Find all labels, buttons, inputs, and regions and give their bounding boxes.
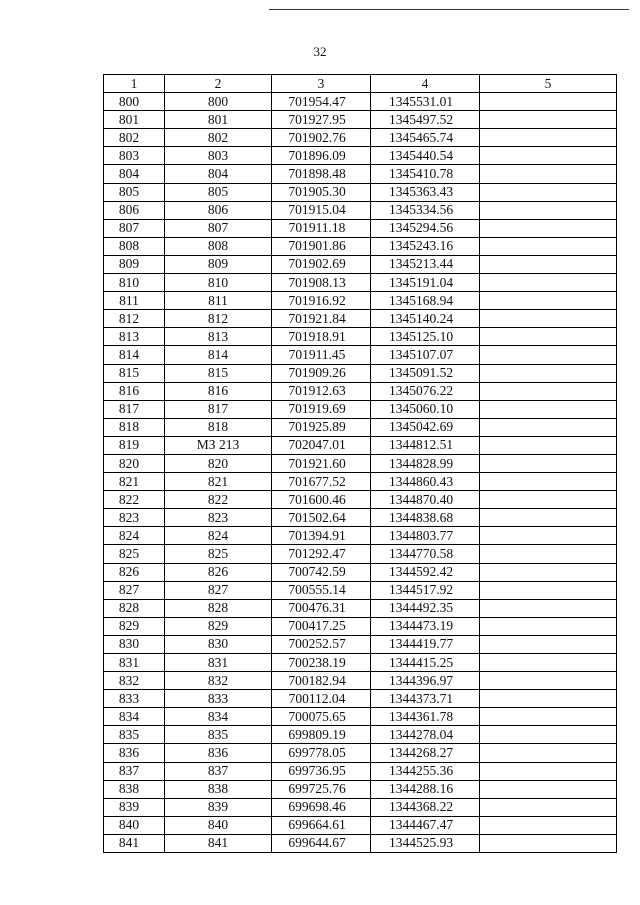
table-cell-col-3: 701902.69 — [272, 255, 371, 273]
table-cell-col-3: 701911.45 — [272, 346, 371, 364]
table-cell-col-1: 814 — [104, 346, 165, 364]
table-cell-col-4: 1345531.01 — [371, 93, 480, 111]
table-cell-col-5 — [480, 581, 617, 599]
table-cell-col-3: 701918.91 — [272, 328, 371, 346]
table-cell-col-1: 833 — [104, 690, 165, 708]
table-row — [104, 834, 617, 852]
table-row — [104, 255, 617, 273]
table-cell-col-5 — [480, 219, 617, 237]
table-cell-col-2: 808 — [165, 237, 272, 255]
table-cell-col-4: 1345042.69 — [371, 418, 480, 436]
table-cell-col-5 — [480, 708, 617, 726]
table-cell-col-2: 802 — [165, 129, 272, 147]
table-cell-col-2: 823 — [165, 509, 272, 527]
table-cell-col-2: 828 — [165, 599, 272, 617]
table-cell-col-3: 701911.18 — [272, 219, 371, 237]
table-cell-col-3: 699809.19 — [272, 726, 371, 744]
table-cell-col-3: 701896.09 — [272, 147, 371, 165]
table-cell-col-5 — [480, 93, 617, 111]
table-cell-col-4: 1345440.54 — [371, 147, 480, 165]
table-row — [104, 292, 617, 310]
table-cell-col-2: 803 — [165, 147, 272, 165]
table-cell-col-5 — [480, 473, 617, 491]
table-cell-col-3: 701925.89 — [272, 418, 371, 436]
table-cell-col-1: 838 — [104, 780, 165, 798]
table-row — [104, 346, 617, 364]
table-cell-col-2: 816 — [165, 382, 272, 400]
table-cell-col-1: 837 — [104, 762, 165, 780]
table-cell-col-3: 699698.46 — [272, 798, 371, 816]
table-row — [104, 129, 617, 147]
table-cell-col-1: 822 — [104, 491, 165, 509]
table-cell-col-2: 820 — [165, 454, 272, 472]
table-cell-col-4: 1345363.43 — [371, 183, 480, 201]
table-cell-col-4: 1345465.74 — [371, 129, 480, 147]
table-cell-col-4: 1345168.94 — [371, 292, 480, 310]
table-cell-col-1: 826 — [104, 563, 165, 581]
table-cell-col-4: 1345107.07 — [371, 346, 480, 364]
table-cell-col-1: 841 — [104, 834, 165, 852]
table-cell-col-5 — [480, 563, 617, 581]
table-row — [104, 491, 617, 509]
table-row — [104, 726, 617, 744]
header-row — [104, 75, 617, 93]
table-row — [104, 599, 617, 617]
table-cell-col-4: 1345334.56 — [371, 201, 480, 219]
table-cell-col-2: 810 — [165, 274, 272, 292]
table-cell-col-3: 700238.19 — [272, 654, 371, 672]
table-row — [104, 183, 617, 201]
table-cell-col-5 — [480, 635, 617, 653]
table-cell-col-1: 817 — [104, 400, 165, 418]
header-col-3: 3 — [272, 75, 371, 93]
table-cell-col-5 — [480, 654, 617, 672]
table-cell-col-1: 803 — [104, 147, 165, 165]
table-cell-col-2: 829 — [165, 617, 272, 635]
table-cell-col-3: 701954.47 — [272, 93, 371, 111]
table-cell-col-1: 816 — [104, 382, 165, 400]
table-cell-col-5 — [480, 274, 617, 292]
table-cell-col-3: 702047.01 — [272, 436, 371, 454]
table-cell-col-2: 813 — [165, 328, 272, 346]
table-cell-col-5 — [480, 509, 617, 527]
table-cell-col-1: 805 — [104, 183, 165, 201]
table-cell-col-4: 1344361.78 — [371, 708, 480, 726]
table-cell-col-5 — [480, 382, 617, 400]
table-cell-col-3: 701908.13 — [272, 274, 371, 292]
table-row — [104, 672, 617, 690]
table-cell-col-1: 800 — [104, 93, 165, 111]
table-cell-col-1: 815 — [104, 364, 165, 382]
table-cell-col-5 — [480, 527, 617, 545]
table-cell-col-5 — [480, 201, 617, 219]
table-cell-col-2: 833 — [165, 690, 272, 708]
table-cell-col-5 — [480, 165, 617, 183]
table-cell-col-2: 814 — [165, 346, 272, 364]
table-cell-col-1: 832 — [104, 672, 165, 690]
table-row — [104, 708, 617, 726]
table-cell-col-4: 1345243.16 — [371, 237, 480, 255]
table-cell-col-4: 1344396.97 — [371, 672, 480, 690]
table-cell-col-1: 835 — [104, 726, 165, 744]
header-col-2: 2 — [165, 75, 272, 93]
table-cell-col-1: 809 — [104, 255, 165, 273]
table-cell-col-5 — [480, 491, 617, 509]
table-row — [104, 780, 617, 798]
table-row — [104, 635, 617, 653]
table-cell-col-2: 806 — [165, 201, 272, 219]
table-cell-col-1: 819 — [104, 436, 165, 454]
table-row — [104, 418, 617, 436]
table-cell-col-4: 1345060.10 — [371, 400, 480, 418]
table-cell-col-2: 824 — [165, 527, 272, 545]
table-cell-col-1: 801 — [104, 111, 165, 129]
table-cell-col-2: 807 — [165, 219, 272, 237]
table-cell-col-4: 1345076.22 — [371, 382, 480, 400]
table-cell-col-1: 813 — [104, 328, 165, 346]
table-row — [104, 509, 617, 527]
table-cell-col-4: 1344288.16 — [371, 780, 480, 798]
table-cell-col-3: 701915.04 — [272, 201, 371, 219]
table-cell-col-1: 808 — [104, 237, 165, 255]
table-row — [104, 690, 617, 708]
table-cell-col-4: 1345091.52 — [371, 364, 480, 382]
table-cell-col-5 — [480, 183, 617, 201]
table-row — [104, 274, 617, 292]
table-cell-col-1: 829 — [104, 617, 165, 635]
table-cell-col-2: 827 — [165, 581, 272, 599]
table-cell-col-2: 821 — [165, 473, 272, 491]
table-row — [104, 654, 617, 672]
table-row — [104, 762, 617, 780]
table-cell-col-2: 834 — [165, 708, 272, 726]
table-cell-col-3: 699664.61 — [272, 816, 371, 834]
header-col-4: 4 — [371, 75, 480, 93]
table-cell-col-2: 831 — [165, 654, 272, 672]
table-cell-col-3: 701394.91 — [272, 527, 371, 545]
table-cell-col-1: 804 — [104, 165, 165, 183]
table-cell-col-4: 1344415.25 — [371, 654, 480, 672]
table-cell-col-4: 1344770.58 — [371, 545, 480, 563]
table-cell-col-2: 835 — [165, 726, 272, 744]
table-row — [104, 328, 617, 346]
table-row — [104, 798, 617, 816]
table-cell-col-4: 1345294.56 — [371, 219, 480, 237]
table-cell-col-2: 838 — [165, 780, 272, 798]
table-cell-col-5 — [480, 255, 617, 273]
table-cell-col-1: 824 — [104, 527, 165, 545]
table-cell-col-4: 1344492.35 — [371, 599, 480, 617]
table-cell-col-4: 1344467.47 — [371, 816, 480, 834]
table-cell-col-5 — [480, 726, 617, 744]
table-cell-col-5 — [480, 129, 617, 147]
table-cell-col-4: 1344828.99 — [371, 454, 480, 472]
table-cell-col-3: 701919.69 — [272, 400, 371, 418]
table-cell-col-5 — [480, 436, 617, 454]
table-cell-col-3: 701902.76 — [272, 129, 371, 147]
table-cell-col-4: 1345410.78 — [371, 165, 480, 183]
table-cell-col-2: 817 — [165, 400, 272, 418]
table-row — [104, 545, 617, 563]
table-cell-col-2: 841 — [165, 834, 272, 852]
table-cell-col-1: 836 — [104, 744, 165, 762]
table-cell-col-4: 1344870.40 — [371, 491, 480, 509]
table-cell-col-3: 699736.95 — [272, 762, 371, 780]
table-row — [104, 473, 617, 491]
table-cell-col-5 — [480, 690, 617, 708]
table-cell-col-2: 805 — [165, 183, 272, 201]
table-cell-col-3: 701898.48 — [272, 165, 371, 183]
header-col-1: 1 — [104, 75, 165, 93]
table-cell-col-2: 800 — [165, 93, 272, 111]
table-cell-col-2: 832 — [165, 672, 272, 690]
table-cell-col-2: 818 — [165, 418, 272, 436]
table-cell-col-3: 701901.86 — [272, 237, 371, 255]
table-cell-col-5 — [480, 617, 617, 635]
table-cell-col-3: 701927.95 — [272, 111, 371, 129]
table-row — [104, 400, 617, 418]
table-cell-col-4: 1345140.24 — [371, 310, 480, 328]
table-cell-col-4: 1344368.22 — [371, 798, 480, 816]
table-row — [104, 436, 617, 454]
table-cell-col-3: 699644.67 — [272, 834, 371, 852]
table-cell-col-2: 815 — [165, 364, 272, 382]
table-cell-col-2: 840 — [165, 816, 272, 834]
table-cell-col-4: 1344517.92 — [371, 581, 480, 599]
table-cell-col-4: 1345125.10 — [371, 328, 480, 346]
table-cell-col-1: 830 — [104, 635, 165, 653]
table-row — [104, 93, 617, 111]
table-cell-col-3: 701916.92 — [272, 292, 371, 310]
table-cell-col-5 — [480, 310, 617, 328]
table-cell-col-2: 837 — [165, 762, 272, 780]
table-cell-col-1: 818 — [104, 418, 165, 436]
table-cell-col-2: 812 — [165, 310, 272, 328]
table-cell-col-2: 836 — [165, 744, 272, 762]
table-cell-col-4: 1344278.04 — [371, 726, 480, 744]
header-col-5: 5 — [480, 75, 617, 93]
table-cell-col-3: 701600.46 — [272, 491, 371, 509]
table-cell-col-5 — [480, 111, 617, 129]
table-row — [104, 581, 617, 599]
table-row — [104, 527, 617, 545]
table-cell-col-1: 806 — [104, 201, 165, 219]
table-header — [104, 75, 617, 93]
table-row — [104, 201, 617, 219]
table-cell-col-3: 701292.47 — [272, 545, 371, 563]
table-cell-col-1: 840 — [104, 816, 165, 834]
table-cell-col-1: 823 — [104, 509, 165, 527]
table-cell-col-1: 834 — [104, 708, 165, 726]
table-cell-col-5 — [480, 418, 617, 436]
table-cell-col-4: 1344419.77 — [371, 635, 480, 653]
table-cell-col-3: 701921.60 — [272, 454, 371, 472]
table-cell-col-2: 825 — [165, 545, 272, 563]
table-cell-col-3: 700252.57 — [272, 635, 371, 653]
table-row — [104, 237, 617, 255]
table-cell-col-1: 839 — [104, 798, 165, 816]
table-cell-col-3: 699725.76 — [272, 780, 371, 798]
table-row — [104, 219, 617, 237]
table-cell-col-5 — [480, 672, 617, 690]
table-cell-col-1: 821 — [104, 473, 165, 491]
table-cell-col-5 — [480, 744, 617, 762]
page-number: 32 — [313, 44, 327, 59]
coordinates-table — [103, 74, 617, 853]
table-body — [104, 93, 617, 853]
header-rule — [269, 9, 629, 10]
table-cell-col-4: 1345213.44 — [371, 255, 480, 273]
table-cell-col-4: 1344838.68 — [371, 509, 480, 527]
table-cell-col-4: 1344525.93 — [371, 834, 480, 852]
table-cell-col-1: 812 — [104, 310, 165, 328]
table-cell-col-4: 1344592.42 — [371, 563, 480, 581]
table-cell-col-4: 1344860.43 — [371, 473, 480, 491]
table-cell-col-2: 809 — [165, 255, 272, 273]
table-cell-col-2: 804 — [165, 165, 272, 183]
table-cell-col-5 — [480, 798, 617, 816]
table-cell-col-3: 700182.94 — [272, 672, 371, 690]
table-cell-col-3: 701921.84 — [272, 310, 371, 328]
table-cell-col-3: 700742.59 — [272, 563, 371, 581]
table-cell-col-2: 822 — [165, 491, 272, 509]
table-cell-col-3: 700112.04 — [272, 690, 371, 708]
table-cell-col-1: 831 — [104, 654, 165, 672]
table-cell-col-3: 700555.14 — [272, 581, 371, 599]
table-cell-col-5 — [480, 328, 617, 346]
table-row — [104, 816, 617, 834]
table-cell-col-5 — [480, 364, 617, 382]
table-cell-col-5 — [480, 762, 617, 780]
table-row — [104, 617, 617, 635]
table-cell-col-4: 1344268.27 — [371, 744, 480, 762]
table-row — [104, 147, 617, 165]
table-row — [104, 364, 617, 382]
table-row — [104, 454, 617, 472]
table-cell-col-4: 1344373.71 — [371, 690, 480, 708]
table-cell-col-5 — [480, 454, 617, 472]
table-cell-col-1: 802 — [104, 129, 165, 147]
table-cell-col-2: 830 — [165, 635, 272, 653]
table-cell-col-4: 1344812.51 — [371, 436, 480, 454]
table-row — [104, 111, 617, 129]
table-cell-col-3: 700417.25 — [272, 617, 371, 635]
table-cell-col-1: 820 — [104, 454, 165, 472]
table-cell-col-3: 701502.64 — [272, 509, 371, 527]
table-cell-col-5 — [480, 816, 617, 834]
table-row — [104, 744, 617, 762]
table-cell-col-5 — [480, 834, 617, 852]
table-cell-col-5 — [480, 237, 617, 255]
table-cell-col-1: 828 — [104, 599, 165, 617]
table-cell-col-5 — [480, 346, 617, 364]
table-cell-col-2: 839 — [165, 798, 272, 816]
table-cell-col-1: 811 — [104, 292, 165, 310]
table-cell-col-2: МЗ 213 — [165, 436, 272, 454]
table-cell-col-2: 826 — [165, 563, 272, 581]
table-cell-col-1: 825 — [104, 545, 165, 563]
table-cell-col-3: 700075.65 — [272, 708, 371, 726]
table-cell-col-4: 1344473.19 — [371, 617, 480, 635]
table-cell-col-1: 807 — [104, 219, 165, 237]
table-cell-col-3: 700476.31 — [272, 599, 371, 617]
table-row — [104, 310, 617, 328]
table-cell-col-1: 810 — [104, 274, 165, 292]
table-cell-col-4: 1345191.04 — [371, 274, 480, 292]
table-cell-col-3: 701677.52 — [272, 473, 371, 491]
table-cell-col-3: 699778.05 — [272, 744, 371, 762]
table-row — [104, 563, 617, 581]
table-cell-col-5 — [480, 400, 617, 418]
table-cell-col-5 — [480, 545, 617, 563]
table-row — [104, 165, 617, 183]
table-cell-col-5 — [480, 599, 617, 617]
table-cell-col-5 — [480, 780, 617, 798]
table-cell-col-5 — [480, 147, 617, 165]
table-row — [104, 382, 617, 400]
table-cell-col-3: 701909.26 — [272, 364, 371, 382]
table-cell-col-3: 701905.30 — [272, 183, 371, 201]
table-cell-col-5 — [480, 292, 617, 310]
table-cell-col-4: 1344803.77 — [371, 527, 480, 545]
table-cell-col-4: 1345497.52 — [371, 111, 480, 129]
table-cell-col-1: 827 — [104, 581, 165, 599]
table-cell-col-2: 811 — [165, 292, 272, 310]
table-cell-col-4: 1344255.36 — [371, 762, 480, 780]
table-cell-col-3: 701912.63 — [272, 382, 371, 400]
table-cell-col-2: 801 — [165, 111, 272, 129]
